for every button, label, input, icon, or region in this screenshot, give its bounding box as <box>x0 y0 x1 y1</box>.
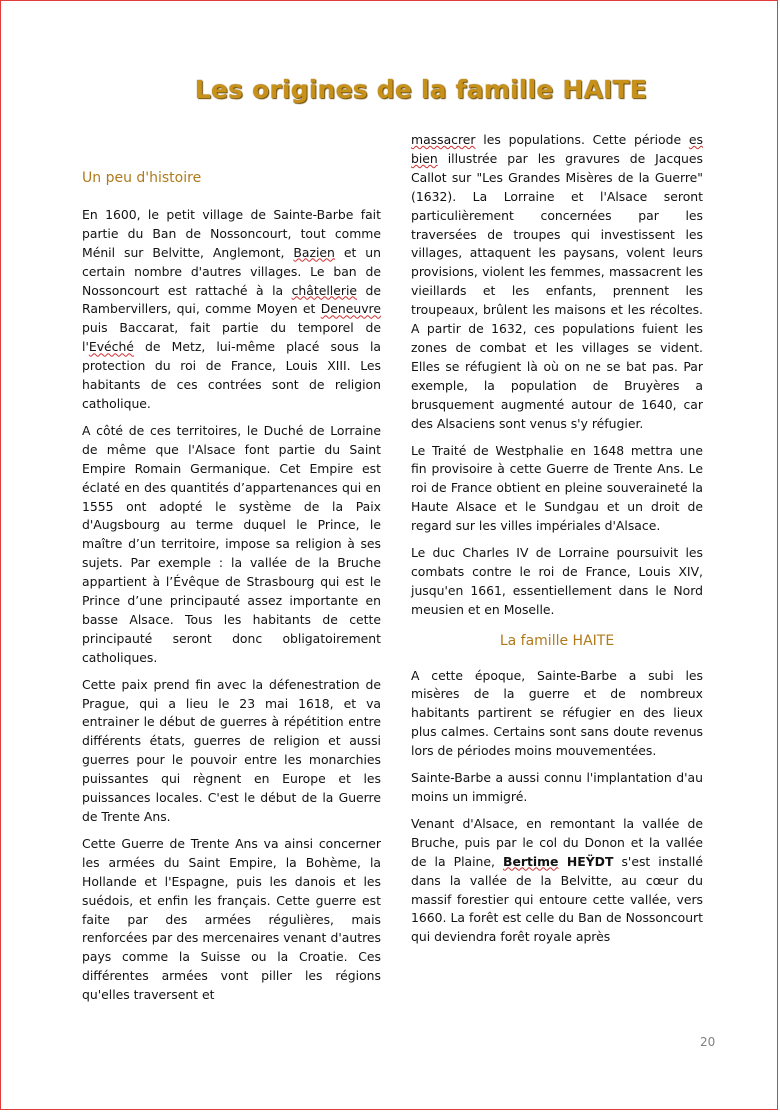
paragraph: massacrer les populations. Cette période es bien illustrée par les gravures de Jacques Callot sur "Les Grandes Misères de la Guerre"(1632). La Lorraine et l'Alsace seront particulièrement concernées par les traversées de troupes qui investissent les villages, attaquent les paysans, volent leurs provisions, violent les femmes, massacrent les vieillards et les enfants, prennent les troupeaux, brûlent les maisons et les récoltes. A partir de 1632, ces populations fuient les zones de combat et les villages se vident. Elles se réfugient là où on ne se bat pas. Par exemple, la population de Bruyères a brusquement augmenté autour de 1640, car des Alsaciens sont venus s'y réfugier. <box>411 132 703 431</box>
section-heading-family: La famille HAITE <box>499 632 615 649</box>
paragraph: A cette époque, Sainte-Barbe a subi les misères de la guerre et de nombreux habitants partirent se réfugier en des lieux plus calmes. Certains sont sans doute revenus lors de périodes moins mouvementées. <box>411 667 703 759</box>
paragraph: En 1600, le petit village de Sainte-Barbe fait partie du Ban de Nossoncourt, tout comme Ménil sur Belvitte, Anglemont, Bazien et un certain nombre d'autres villages. Le ban de Nossoncourt est rattaché à la châtellerie de Rambervillers, qui, comme Moyen et Deneuvre puis Baccarat, fait partie du temporel de l'Evéché de Metz, lui-même placé sous la protection du roi de France, Louis XIII. Les habitants de ces contrées sont de religion catholique. <box>82 206 381 411</box>
section-heading-history: Un peu d'histoire <box>82 170 202 186</box>
paragraph: Cette Guerre de Trente Ans va ainsi concerner les armées du Saint Empire, la Bohème, la Hollande et l'Espagne, puis les danois et les suédois, et enfin les français. Cette guerre est faite par des armées régulières, mais renforcées par des mercenaires venant d'autres pays comme la Suisse ou la Croatie. Ces différentes armées vont piller les régions qu'elles traversent et <box>82 835 381 1003</box>
spellcheck-word: Evéché <box>88 339 134 355</box>
page-number: 20 <box>700 1035 716 1049</box>
spellcheck-word: Bazien <box>293 244 335 260</box>
paragraph: Sainte-Barbe a aussi connu l'implantation d'au moins un immigré. <box>411 770 703 804</box>
document-title: Les origines de la famille HAITE <box>194 75 648 104</box>
spellcheck-word: massacrer <box>411 132 476 147</box>
left-column <box>82 169 381 1013</box>
paragraph: Cette paix prend fin avec la défenestration de Prague, qui a lieu le 23 mai 1618, et va entrainer le début de guerres à répétition entre différents états, guerres de religion et aussi guerres pour le pouvoir entre les monarchies puissantes qui règnent en Europe et les puissances locales. C'est le début de la Guerre de Trente Ans. <box>82 676 381 824</box>
spellcheck-word: châtellerie <box>291 282 358 298</box>
spellcheck-word: Bertime <box>503 853 559 869</box>
spellcheck-word: es <box>688 132 703 147</box>
spellcheck-word: bien <box>411 150 438 166</box>
paragraph: Venant d'Alsace, en remontant la vallée de Bruche, puis par le col du Donon et la vallée de la Plaine, Bertime HEŸDT s'est installé dans la vallée de la Belvitte, au cœur du massif forestier qui entoure cette vallée, vers 1660. La forêt est celle du Ban de Nossoncourt qui deviendra forêt royale après <box>411 815 704 945</box>
paragraph: Le duc Charles IV de Lorraine poursuivit les combats contre le roi de France, Louis XIV, jusqu'en 1661, essentiellement dans le Nord meusien et en Moselle. <box>411 545 703 617</box>
spellcheck-word: Deneuvre <box>320 301 381 317</box>
right-column <box>411 131 703 955</box>
paragraph: Le Traité de Westphalie en 1648 mettra une fin provisoire à cette Guerre de Trente Ans. Le roi de France obtient en pleine souveraineté la Haute Alsace et le Sundgau et un droit de regard sur les villes impériales d'Alsace. <box>411 442 703 534</box>
paragraph: A côté de ces territoires, le Duché de Lorraine de même que l'Alsace font partie du Saint Empire Romain Germanique. Cet Empire est éclaté en des quantités d’appartenances qui en 1555 ont adopté le système de la Paix d'Augsbourg au terme duquel le Prince, le maître d’un territoire, impose sa religion à ses sujets. Par exemple : la vallée de la Bruche appartient à l’Évêque de Strasbourg qui est le Prince d’une principauté assez importante en basse Alsace. Tous les habitants de cette principauté seront donc obligatoirement catholiques. <box>82 422 381 665</box>
